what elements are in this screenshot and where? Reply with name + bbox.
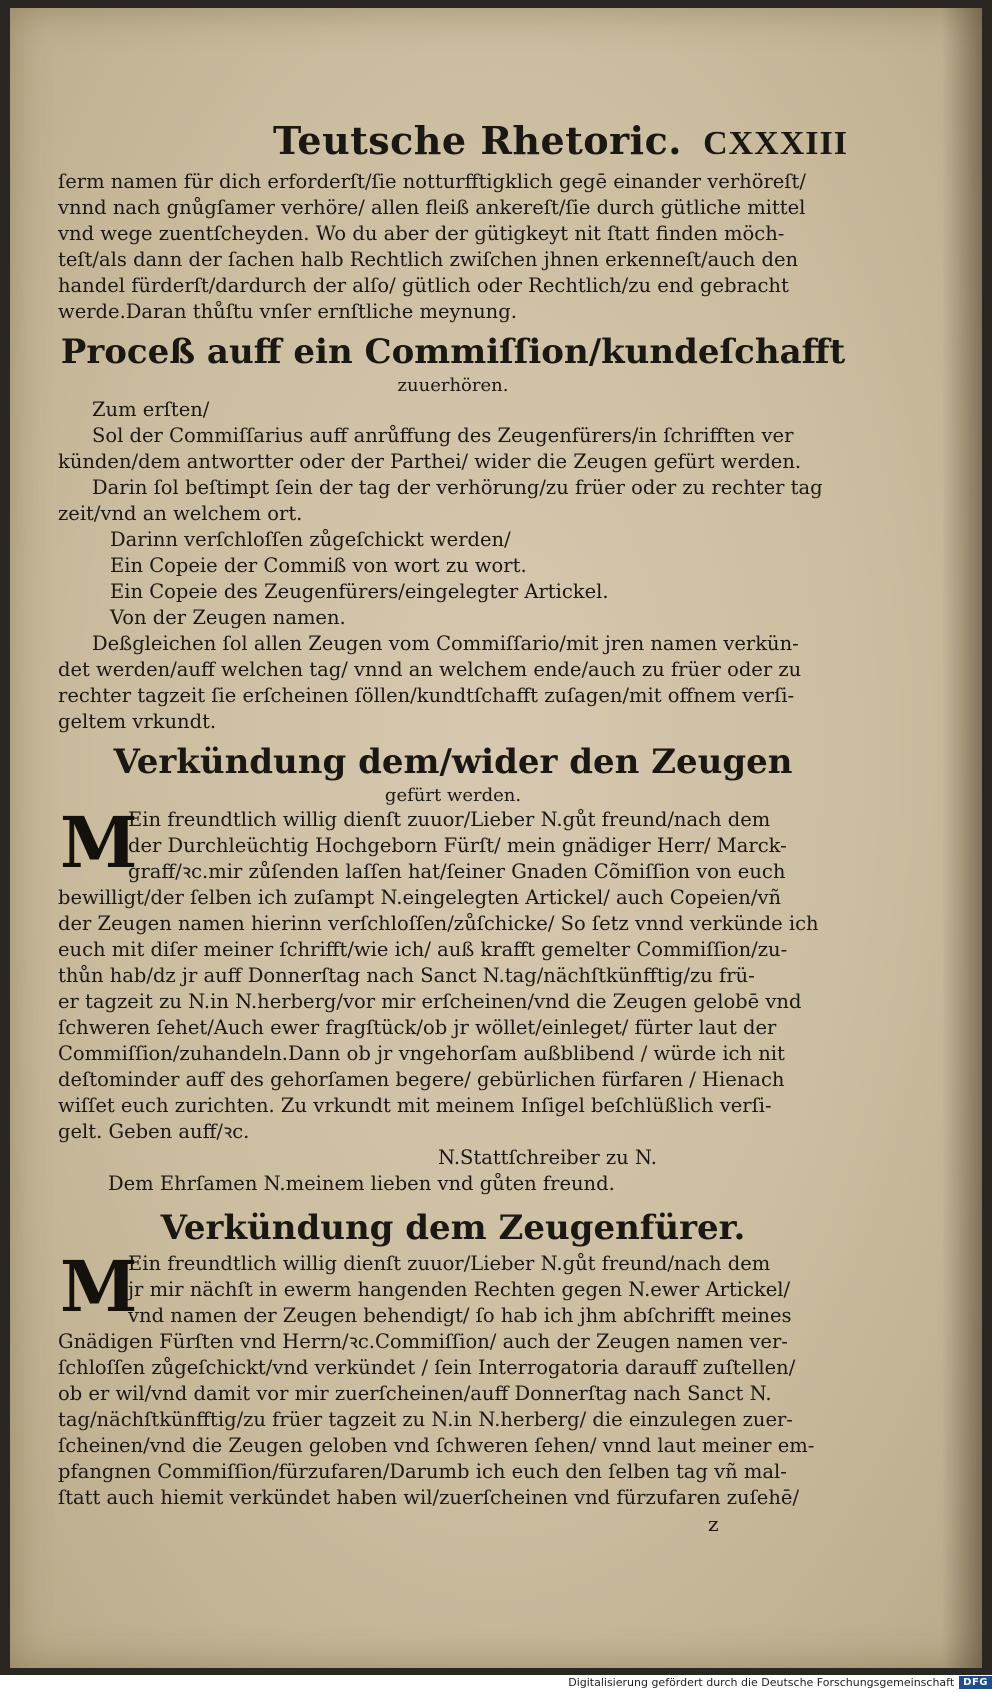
text-line: der Durchleüchtig Hochgeborn Fürſt/ mein gnädiger Herr/ Marck- (128, 834, 787, 857)
catchword: z (708, 1512, 719, 1536)
text-line: Ein freundtlich willig dienſt zuuor/Lieber N.gůt freund/nach dem (128, 1252, 771, 1275)
text-line: vnd wege zuentſcheyden. Wo du aber der gütigkeyt nit ſtatt finden möch- (58, 222, 785, 245)
text-line: Darin ſol beſtimpt ſein der tag der verhörung/zu früer oder zu rechter tag (92, 476, 823, 499)
text-line: ſcheinen/vnd die Zeugen geloben vnd ſchweren ſehen/ vnnd laut meiner em- (58, 1434, 815, 1457)
text-line: Gnädigen Fürſten vnd Herrn/ꝛc.Commiſſion/ auch der Zeugen namen ver- (58, 1330, 788, 1353)
enclosure-item: Ein Copeie des Zeugenfürers/eingelegter Artickel. (110, 580, 609, 603)
text-line: wiſſet euch zurichten. Zu vrkundt mit meinem Inſigel beſchlüßlich verſi- (58, 1094, 772, 1117)
text-line: pfangnen Commiſſion/fürzufaren/Darumb ich euch den ſelben tag vñ mal- (58, 1460, 787, 1483)
address-line: Dem Ehrſamen N.meinem lieben vnd gůten freund. (108, 1172, 615, 1195)
signature-line: N.Stattſchreiber zu N. (438, 1146, 657, 1169)
text-line: ob er wil/vnd damit vor mir zuerſcheinen/auff Donnerſtag nach Sanct N. (58, 1382, 772, 1405)
section-subheading: zuuerhören. (397, 375, 509, 396)
text-line: zeit/vnd an welchem ort. (58, 502, 303, 525)
text-block (58, 108, 848, 1537)
text-line: Zum erſten/ (92, 398, 210, 421)
running-title: Teutsche Rhetoric. (273, 118, 682, 163)
section-heading: Verkündung dem Zeugenfürer. (160, 1208, 746, 1248)
text-line: teſt/als dann der ſachen halb Rechtlich zwiſchen jhnen erkenneſt/auch den (58, 248, 799, 271)
letter-body (58, 1245, 848, 1511)
enclosure-item: Darinn verſchloſſen zůgeſchickt werden/ (110, 528, 511, 551)
text-line: graff/ꝛc.mir zůſenden laſſen hat/ſeiner Gnaden Cõmiſſion von euch (128, 860, 786, 883)
text-line: thůn hab/dz jr auff Donnerſtag nach Sanct N.tag/nächſtkünfftig/zu frü- (58, 964, 755, 987)
enclosure-item: Ein Copeie der Commiß von wort zu wort. (110, 554, 527, 577)
text-line: jr mir nächſt in ewerm hangenden Rechten gegen N.ewer Artickel/ (128, 1278, 791, 1301)
intro-paragraph (58, 169, 848, 325)
text-line: ſerm namen für dich erforderſt/ſie notturfftigklich gegē einander verhöreſt/ (58, 170, 806, 193)
drop-initial: M (60, 801, 138, 884)
digitization-credit (568, 1676, 992, 1689)
text-line: der Zeugen namen hierinn verſchloſſen/zůſchicke/ So ſetz vnnd verkünde ich (58, 912, 819, 935)
section-heading: Verkündung dem/wider den Zeugen (113, 742, 793, 782)
text-line: ſchloſſen zůgeſchickt/vnd verkündet / ſein Interrogatoria darauff zuſtellen/ (58, 1356, 796, 1379)
text-line: vnnd nach gnůgſamer verhöre/ allen fleiß ankereſt/ſie durch gütliche mittel (58, 196, 806, 219)
text-line: handel fürderſt/dardurch der alſo/ gütlich oder Rechtlich/zu end gebracht (58, 274, 789, 297)
drop-initial: M (60, 1245, 138, 1328)
text-line: bewilligt/der ſelben ich zuſampt N.eingelegten Artickel/ auch Copeien/vñ (58, 886, 782, 909)
text-line: euch mit diſer meiner ſchrifft/wie ich/ auß krafft gemelter Commiſſion/zu- (58, 938, 788, 961)
dfg-logo: DFG (959, 1676, 992, 1689)
gutter-shadow (942, 8, 982, 1668)
text-line: tag/nächſtkünfftig/zu früer tagzeit zu N.in N.herberg/ die einzulegen zuer- (58, 1408, 793, 1431)
text-line: ſtatt auch hiemit verkündet haben wil/zuerſcheinen vnd fürzufaren zuſehē/ (58, 1486, 800, 1509)
text-line: det werden/auff welchen tag/ vnnd an welchem ende/auch zu früer oder zu (58, 658, 802, 681)
running-head (58, 118, 848, 163)
text-line: künden/dem antwortter oder der Parthei/ wider die Zeugen gefürt werden. (58, 450, 802, 473)
section-heading: Proceß auff ein Commiſſion/kundeſchafft (60, 332, 846, 372)
section-body (58, 397, 848, 735)
book-page (10, 8, 982, 1668)
text-line: Commiſſion/zuhandeln.Dann ob jr vngehorſam außblibend / würde ich nit (58, 1042, 785, 1065)
letter-body (58, 801, 848, 1145)
text-line: Ein freundtlich willig dienſt zuuor/Lieber N.gůt freund/nach dem (128, 808, 771, 831)
enclosure-item: Von der Zeugen namen. (110, 606, 346, 629)
text-line: deſtominder auff des gehorſamen begere/ gebürlichen fürfaren / Hienach (58, 1068, 785, 1091)
text-line: gelt. Geben auff/ꝛc. (58, 1120, 250, 1143)
credit-text: Digitalisierung gefördert durch die Deutsche Forschungsgemeinschaft (568, 1676, 955, 1689)
text-line: vnd namen der Zeugen behendigt/ ſo hab ich jhm abſchrifft meines (128, 1304, 792, 1327)
text-line: ſchweren ſehet/Auch ewer fragſtück/ob jr wöllet/einleget/ fürter laut der (58, 1016, 777, 1039)
text-line: geltem vrkundt. (58, 710, 217, 733)
text-line: er tagzeit zu N.in N.herberg/vor mir erſcheinen/vnd die Zeugen gelobē vnd (58, 990, 802, 1013)
text-line: Deßgleichen ſol allen Zeugen vom Commiſſario/mit jren namen verkün- (92, 632, 799, 655)
text-line: werde.Daran thůſtu vnſer ernſtliche meynung. (58, 300, 517, 323)
folio-number: CXXXIII (703, 125, 848, 162)
section-subheading: gefürt werden. (384, 785, 522, 806)
text-line: Sol der Commiſſarius auff anrůffung des Zeugenfürers/in ſchrifften ver (92, 424, 794, 447)
text-line: rechter tagzeit ſie erſcheinen ſöllen/kundtſchafft zuſagen/mit offnem verſi- (58, 684, 795, 707)
